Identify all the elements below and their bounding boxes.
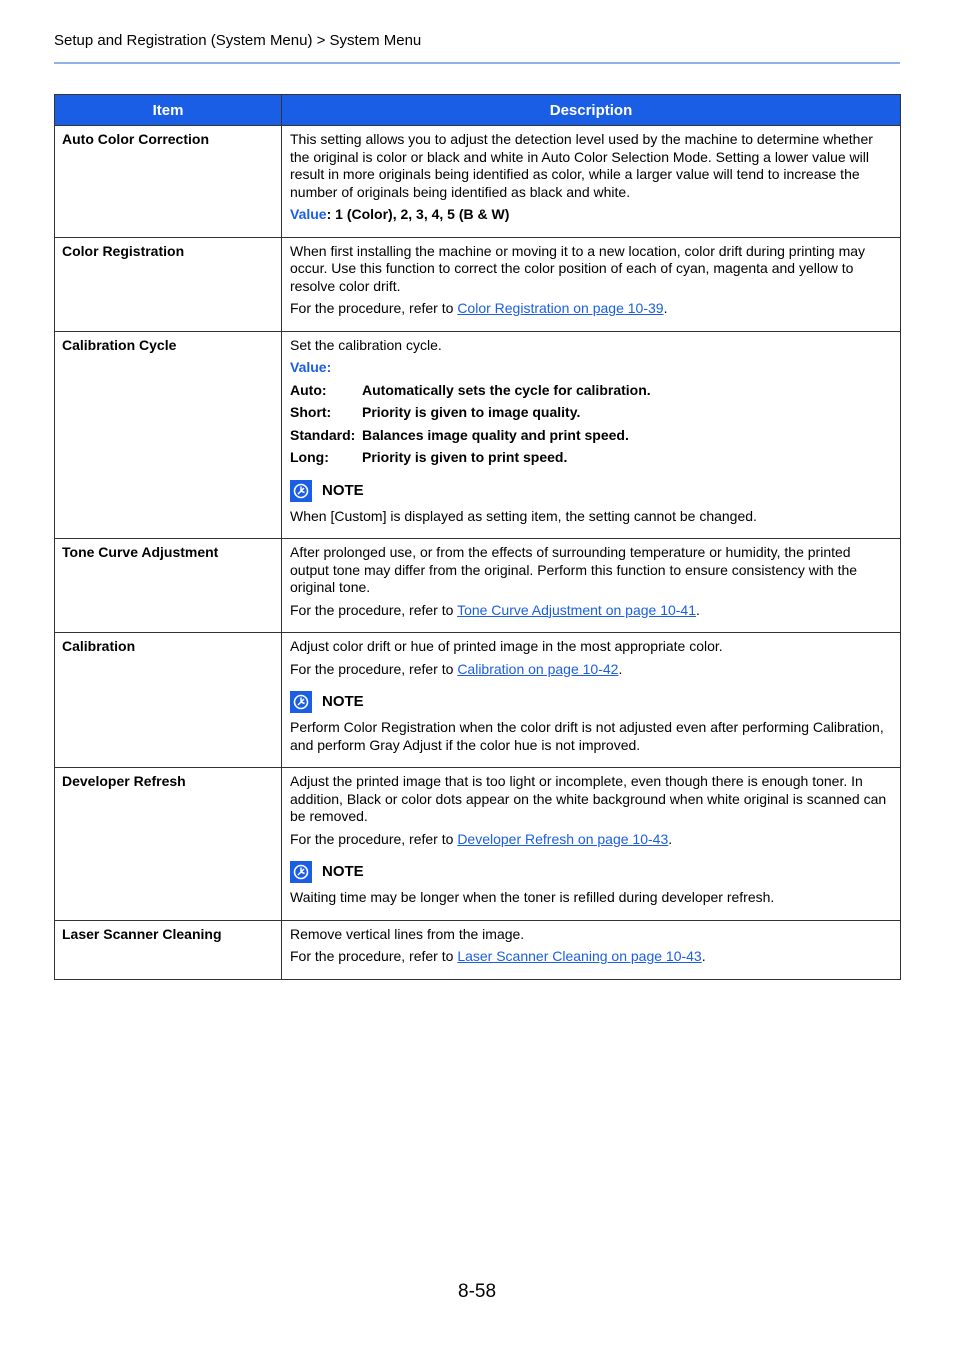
item-name: Auto Color Correction xyxy=(55,126,282,238)
item-name: Calibration xyxy=(55,633,282,768)
description-text: After prolonged use, or from the effects of surrounding temperature or humidity, the printed output tone may differ from the original. Perform this function to ensure consistency with the original tone. xyxy=(290,544,858,595)
option-key: Standard: xyxy=(290,426,356,443)
option-value: Balances image quality and print speed. xyxy=(362,426,629,443)
note-text: Perform Color Registration when the color drift is not adjusted even after performing Calibration, and perform Gray Adjust if the color hue is not improved. xyxy=(290,719,884,753)
reference-link[interactable]: Laser Scanner Cleaning on page 10-43 xyxy=(457,948,702,964)
reference-prefix: For the procedure, refer to xyxy=(290,601,458,618)
option-value: Priority is given to print speed. xyxy=(362,449,568,465)
note-hand-icon xyxy=(290,691,312,713)
table-row xyxy=(55,633,901,768)
item-name: Tone Curve Adjustment xyxy=(55,539,282,633)
table-row xyxy=(55,768,901,921)
reference-suffix: . xyxy=(618,660,623,677)
note-label: NOTE xyxy=(322,693,364,711)
note-label: NOTE xyxy=(322,481,364,499)
item-description xyxy=(282,126,901,238)
item-name: Laser Scanner Cleaning xyxy=(55,920,282,979)
description-text: This setting allows you to adjust the detection level used by the machine to determine whether the original is color or black and white in Auto Color Selection Mode. Setting a lower value will result in more originals being identified as color, while a larger value will tend to increase the number of originals being identified as black and white. xyxy=(290,131,873,200)
item-name: Calibration Cycle xyxy=(55,331,282,539)
reference-suffix: . xyxy=(663,300,668,316)
reference-line xyxy=(290,661,891,679)
option-row xyxy=(290,404,891,422)
reference-prefix: For the procedure, refer to xyxy=(290,830,458,847)
reference-suffix: . xyxy=(668,830,673,847)
reference-link[interactable]: Color Registration on page 10-39 xyxy=(457,300,664,316)
reference-prefix: For the procedure, refer to xyxy=(290,300,458,316)
reference-link[interactable]: Developer Refresh on page 10-43 xyxy=(457,830,669,847)
reference-line xyxy=(290,831,891,849)
reference-link[interactable]: Tone Curve Adjustment on page 10-41 xyxy=(457,601,696,618)
reference-line xyxy=(290,602,891,620)
description-text: Set the calibration cycle. xyxy=(290,336,442,353)
page-number: 8-58 xyxy=(458,1281,497,1302)
reference-prefix: For the procedure, refer to xyxy=(290,660,458,677)
description-text: Adjust color drift or hue of printed image in the most appropriate color. xyxy=(290,638,723,654)
settings-table xyxy=(54,94,901,980)
note-hand-icon xyxy=(290,480,312,502)
option-value: Automatically sets the cycle for calibration. xyxy=(362,381,651,398)
option-key: Long: xyxy=(290,449,329,465)
reference-suffix: . xyxy=(696,601,700,618)
description-text: Remove vertical lines from the image. xyxy=(290,925,525,942)
note-hand-icon xyxy=(290,861,312,883)
table-row xyxy=(55,539,901,633)
table-row xyxy=(55,920,901,979)
value-label: Value xyxy=(290,206,327,222)
note-label: NOTE xyxy=(322,863,364,881)
header-divider xyxy=(54,62,900,64)
table-row xyxy=(55,331,901,539)
description-text: When first installing the machine or moving it to a new location, color drift during printing may occur. Use this function to correct the color position of each of cyan, magenta and yellow to resolve color drift. xyxy=(290,242,866,294)
reference-line xyxy=(290,948,891,966)
item-description xyxy=(282,237,901,331)
description-text: Adjust the printed image that is too light or incomplete, even though there is enough toner. In addition, Black or color dots appear on the white background when white original is scanned can be removed. xyxy=(290,773,887,824)
value-label: Value: xyxy=(290,359,332,375)
note-text: When [Custom] is displayed as setting item, the setting cannot be changed. xyxy=(290,507,757,524)
option-row xyxy=(290,382,891,400)
item-name: Color Registration xyxy=(55,237,282,331)
table-row xyxy=(55,126,901,238)
option-key: Short: xyxy=(290,404,332,420)
breadcrumb: Setup and Registration (System Menu) > System Menu xyxy=(54,32,422,49)
item-description xyxy=(282,768,901,921)
note-heading xyxy=(290,480,891,502)
option-row xyxy=(290,449,891,467)
reference-suffix: . xyxy=(701,948,706,964)
note-heading xyxy=(290,861,891,883)
value-options: : 1 (Color), 2, 3, 4, 5 (B & W) xyxy=(326,206,510,222)
note-text: Waiting time may be longer when the toner is refilled during developer refresh. xyxy=(290,889,775,905)
table-row xyxy=(55,237,901,331)
option-key: Auto: xyxy=(290,381,327,398)
column-header-item: Item xyxy=(55,95,282,126)
item-description xyxy=(282,331,901,539)
reference-line xyxy=(290,300,891,318)
reference-link[interactable]: Calibration on page 10-42 xyxy=(457,660,619,677)
item-name: Developer Refresh xyxy=(55,768,282,921)
value-line xyxy=(290,206,891,224)
item-description xyxy=(282,633,901,768)
reference-prefix: For the procedure, refer to xyxy=(290,948,458,964)
item-description xyxy=(282,539,901,633)
item-description xyxy=(282,920,901,979)
note-heading xyxy=(290,691,891,713)
table-header-row xyxy=(55,95,901,126)
column-header-description: Description xyxy=(282,95,901,126)
option-row xyxy=(290,427,891,445)
option-value: Priority is given to image quality. xyxy=(362,404,581,420)
